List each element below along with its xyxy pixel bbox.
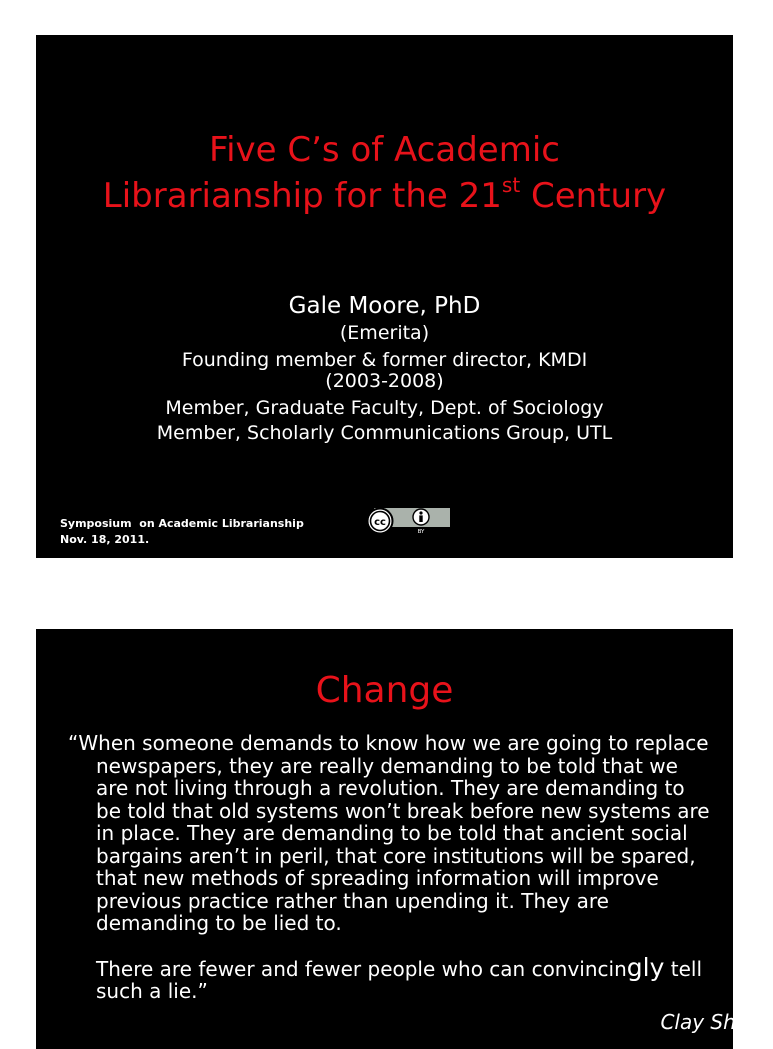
quote-paragraph-2-end: tell such a lie.” <box>96 956 703 1003</box>
author-graduate-faculty: Member, Graduate Faculty, Dept. of Sociology <box>165 397 604 419</box>
attribution-person-icon <box>413 509 429 525</box>
title-line-2: Librarianship for the 21 <box>102 176 502 216</box>
symposium-name: Symposium on Academic Librarianship <box>60 517 304 530</box>
author-years: (2003-2008) <box>325 370 444 392</box>
title-line-1: Five C’s of Academic <box>209 130 560 170</box>
cc-icon <box>368 509 393 534</box>
title-line-2-end: Century <box>520 176 667 216</box>
author-block <box>36 290 733 445</box>
quote-attribution: Clay Shirky <box>660 1010 773 1034</box>
change-heading: Change <box>315 670 454 711</box>
author-name: Gale Moore, PhD <box>288 293 481 319</box>
quote-paragraph-2-start: There are fewer and fewer people who can convincin <box>96 956 627 981</box>
quote-paragraph-2-big: gly <box>626 952 665 982</box>
author-emerita: (Emerita) <box>339 322 430 344</box>
quote-paragraph-1: “When someone demands to know how we are going to replace newspapers, they are really demanding to be told that we are not living through a revolution. They are demanding to be told that old systems won’t break before new systems are in place. They are demanding to be told that ancient social bargains aren’t in peril, that core institutions will be spared, that new methods of spreading information will improve previous practice rather than upending it. They are demanding to be lied to. <box>68 731 710 935</box>
cc-badge-by-label: BY <box>417 529 425 535</box>
slide-change <box>36 629 773 1049</box>
title-superscript: st <box>501 173 521 197</box>
symposium-footer <box>60 516 304 548</box>
symposium-date: Nov. 18, 2011. <box>60 533 150 546</box>
cc-by-license-badge <box>366 506 452 536</box>
author-scholarly-communications: Member, Scholarly Communications Group, UTL <box>156 422 613 444</box>
quote-paragraph-2 <box>68 952 711 1003</box>
author-founding-member: Founding member & former director, KMDI <box>181 349 588 371</box>
shirky-quote <box>68 732 711 1003</box>
slide-title-heading <box>36 127 733 219</box>
slide-title <box>36 35 733 558</box>
svg-text:cc: cc <box>374 517 386 528</box>
